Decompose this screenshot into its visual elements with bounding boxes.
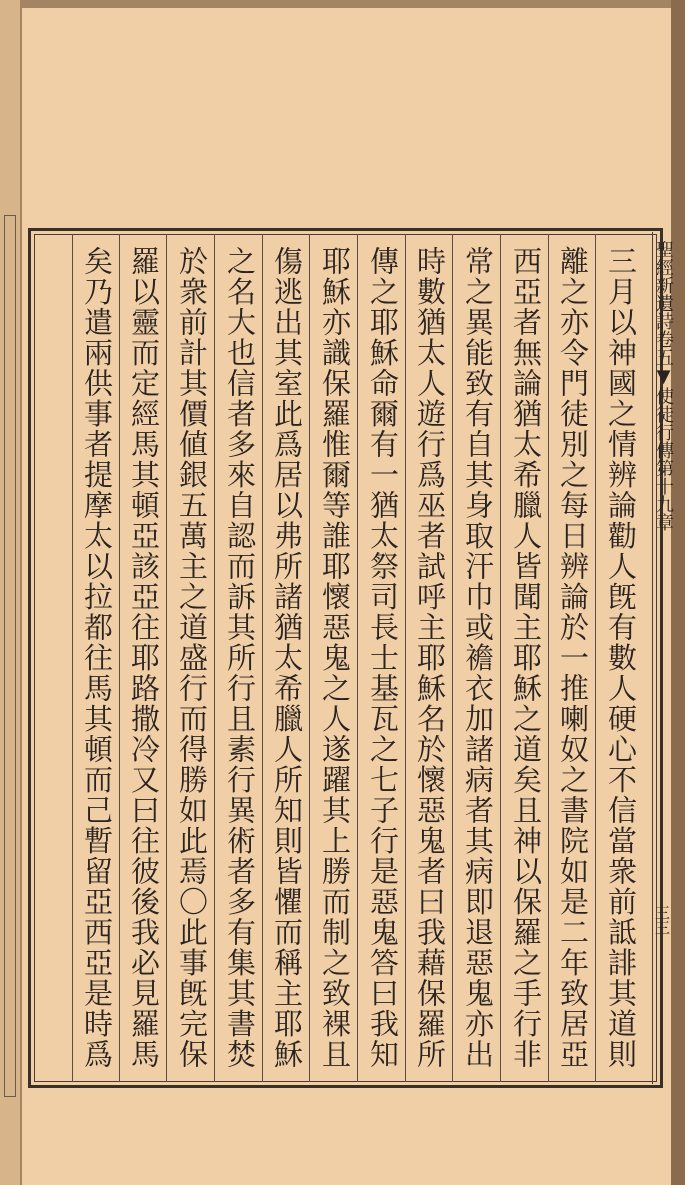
column-rule (357, 234, 358, 1082)
text-column: 傷逃出其室此爲居以弗所諸猶太希臘人所知則皆懼而稱主耶穌 (270, 246, 304, 1070)
column-rule (548, 234, 549, 1082)
fishtail-icon: ▼ (653, 366, 674, 387)
page-right-edge (671, 0, 685, 1185)
text-column: 耶穌亦識保羅惟爾等誰耶懷惡鬼之人遂躍其上勝而制之致裸且 (318, 246, 352, 1070)
text-column: 西亞者無論猶太希臘人皆聞主耶穌之道矣且神以保羅之手行非 (509, 246, 543, 1070)
gutter-book-title: 聖經新遺詩卷五 (653, 240, 674, 366)
page-number: 三三 (653, 905, 671, 935)
column-rule (452, 234, 453, 1082)
text-column: 矣乃遣兩供事者提摩太以拉都往馬其頓而己暫留亞西亞是時爲 (80, 246, 114, 1070)
column-rule (595, 234, 596, 1082)
column-rule (166, 234, 167, 1082)
text-column: 離之亦令門徒別之每日辨論於一推喇奴之書院如是二年致居亞 (556, 246, 590, 1070)
column-rule (405, 234, 406, 1082)
gutter-title (654, 240, 672, 531)
gutter-chapter: 使徒行傳第十九章 (653, 387, 674, 531)
page-top-edge (20, 0, 685, 8)
text-column: 傳之耶穌命爾有一猶太祭司長士基瓦之七子行是惡鬼答曰我知 (366, 246, 400, 1070)
text-column: 三月以神國之情辨論勸人旣有數人硬心不信當衆前詆誹其道則 (604, 246, 638, 1070)
text-column: 之名大也信者多來自認而訴其所行且素行異術者多有集其書焚 (223, 246, 257, 1070)
column-rule (119, 234, 120, 1082)
column-rule (500, 234, 501, 1082)
text-column: 常之異能致有自其身取汗巾或襜衣加諸病者其病即退惡鬼亦出 (461, 246, 495, 1070)
column-rule (214, 234, 215, 1082)
text-column: 時數猶太人遊行爲巫者試呼主耶穌名於懷惡鬼者曰我藉保羅所 (413, 246, 447, 1070)
column-rule (309, 234, 310, 1082)
text-column: 於衆前計其價値銀五萬主之道盛行而得勝如此焉〇此事旣完保 (175, 246, 209, 1070)
column-rule (72, 234, 73, 1082)
previous-page-edge (0, 0, 22, 1185)
text-column: 羅以靈而定經馬其頓亞該亞往耶路撒冷又曰往彼後我必見羅馬 (127, 246, 161, 1070)
column-rule (262, 234, 263, 1082)
